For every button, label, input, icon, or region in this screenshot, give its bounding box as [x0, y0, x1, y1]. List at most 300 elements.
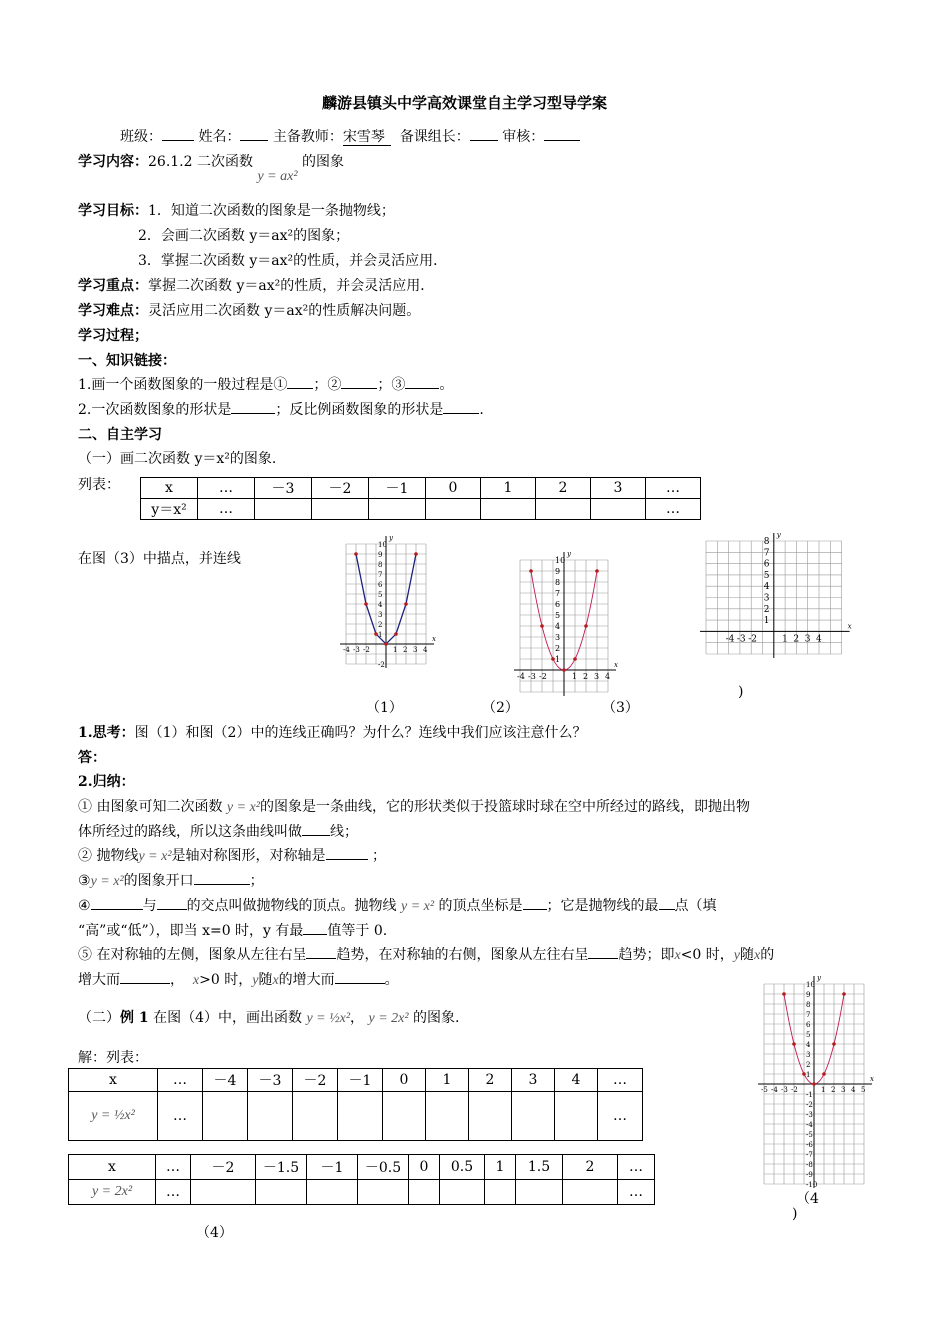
x-tick-label: 4: [605, 672, 611, 681]
teacher-name: 宋雪琴: [343, 129, 391, 146]
table-cell: y＝x²: [141, 499, 198, 520]
s5-b: 趋势，在对称轴的右侧，图象从左往右呈: [336, 947, 589, 963]
q2-text-c: .: [479, 402, 484, 418]
data-point: [595, 569, 599, 573]
table-cell[interactable]: [485, 1180, 516, 1205]
summary-line-3: [78, 870, 264, 890]
s5-f: 的: [760, 947, 775, 963]
content-suffix: 的图象: [301, 154, 344, 170]
y-tick-label: 9: [555, 567, 561, 576]
table-cell: －1: [369, 478, 426, 499]
data-point: [540, 624, 544, 628]
name-blank[interactable]: [240, 128, 268, 141]
y-tick-label: 4: [763, 582, 770, 593]
section2-sub1: （一）画二次函数 y＝x²的图象.: [78, 451, 277, 467]
s5-blank-2[interactable]: [588, 946, 618, 959]
x-tick-label: -3: [353, 646, 360, 654]
x-tick-label: 3: [804, 634, 811, 645]
q1-text-c: ；③: [377, 377, 406, 393]
table-cell[interactable]: [555, 1092, 598, 1141]
table-3-row: [69, 1180, 655, 1205]
s1-a: ① 由图象可知二次函数: [78, 799, 223, 815]
q2-text-b: ；反比例函数图象的形状是: [275, 402, 444, 418]
y-tick-label: 6: [378, 581, 383, 589]
data-point: [551, 657, 555, 661]
x-tick-label: 4: [816, 634, 822, 645]
x-tick-label: -3: [781, 1086, 788, 1094]
x-tick-label: 2: [793, 634, 800, 645]
keypoint-line: [78, 275, 434, 295]
s1-blank[interactable]: [302, 823, 330, 836]
review-blank[interactable]: [544, 128, 580, 141]
table-cell: …: [198, 499, 255, 520]
class-blank[interactable]: [162, 128, 194, 141]
y-tick-label: 3: [378, 611, 383, 619]
table-cell[interactable]: [307, 1180, 358, 1205]
x-tick-label: -4: [343, 646, 350, 654]
table-cell: …: [618, 1180, 655, 1205]
table-cell: 0: [383, 1069, 426, 1092]
data-point: [822, 1072, 826, 1076]
x-tick-label: -2: [363, 646, 370, 654]
caption-3-close: ): [738, 684, 744, 700]
s3-blank[interactable]: [194, 872, 250, 885]
table-cell: x: [141, 478, 198, 499]
table-cell: …: [598, 1069, 643, 1092]
class-label: 班级：: [120, 129, 162, 145]
table-cell: …: [158, 1069, 203, 1092]
difficulty-label: 学习难点：: [78, 303, 148, 319]
y-axis-label: y: [817, 974, 821, 982]
graph-2: [512, 552, 616, 700]
table-cell[interactable]: [481, 499, 536, 520]
y-tick-label: 3: [555, 633, 561, 642]
caption-4: （4）: [196, 1225, 233, 1241]
example-line: [78, 1007, 459, 1027]
s6-e: 的增大而: [278, 972, 335, 988]
q1-blank-3[interactable]: [405, 376, 439, 389]
table-cell[interactable]: [191, 1180, 256, 1205]
y-tick-label: 5: [806, 1031, 811, 1039]
table-cell: 4: [555, 1069, 598, 1092]
data-point: [384, 642, 388, 646]
table-cell[interactable]: [383, 1092, 426, 1141]
goal-item-3: 3．掌握二次函数 y＝ax²的性质，并会灵活应用．: [138, 253, 448, 269]
table-cell: 2: [536, 478, 591, 499]
s3-a: ③: [78, 873, 91, 889]
y-tick-label: 3: [763, 593, 770, 604]
y-tick-label: 1: [763, 616, 770, 627]
s4-blank-5[interactable]: [303, 922, 327, 935]
y-axis-label: y: [776, 531, 781, 539]
solution-label: 解：列表：: [78, 1050, 148, 1066]
section1-q1: [78, 374, 453, 394]
table-cell[interactable]: [369, 499, 426, 520]
table-cell[interactable]: [409, 1180, 440, 1205]
y-tick-label: 8: [806, 1001, 811, 1009]
x-tick-label: 1: [782, 634, 788, 645]
s4-d: 的顶点坐标是: [438, 898, 523, 914]
s4-c: 的交点叫做抛物线的顶点。抛物线: [186, 898, 397, 914]
x-tick-label: -2: [791, 1086, 798, 1094]
content-formula: y = ax²: [257, 169, 298, 184]
table-cell[interactable]: [312, 499, 369, 520]
table-1: [140, 477, 701, 520]
table-3-header: [69, 1155, 655, 1180]
graph-3: [700, 531, 852, 660]
table-cell: x: [69, 1069, 158, 1092]
y-tick-label: -1: [806, 1091, 813, 1099]
ex-b: 在图（4）中，画出函数: [153, 1010, 302, 1026]
data-point: [354, 552, 358, 556]
table-cell: 0.5: [440, 1155, 485, 1180]
q1-text-b: ；②: [313, 377, 342, 393]
y-tick-label: 9: [378, 551, 383, 559]
caption-4-side: （4: [796, 1191, 819, 1207]
think-label: 1.思考：: [78, 725, 135, 741]
table-cell[interactable]: [591, 499, 646, 520]
var-x: x: [674, 948, 681, 963]
example-label: 例 1: [120, 1010, 149, 1026]
s2-blank[interactable]: [326, 847, 368, 860]
y-tick-label: 6: [806, 1021, 811, 1029]
y-tick-label: 8: [378, 561, 383, 569]
table-2-row: [69, 1092, 643, 1141]
q1-text-d: 。: [439, 377, 454, 393]
x-tick-label: 1: [821, 1086, 826, 1094]
ex-c: ，: [350, 1010, 365, 1026]
s5-d: <0 时，: [680, 947, 734, 963]
summary-line-5: [78, 944, 774, 964]
s6-blank-1[interactable]: [120, 971, 170, 984]
summary-label: 2.归纳：: [78, 774, 135, 790]
table-cell: …: [618, 1155, 655, 1180]
table-cell: －0.5: [358, 1155, 409, 1180]
x-tick-label: -2: [748, 634, 757, 645]
table-cell: 2: [469, 1069, 512, 1092]
keypoint-label: 学习重点：: [78, 278, 148, 294]
y-tick-label: 6: [555, 600, 561, 609]
y-tick-label: 7: [378, 571, 383, 579]
s4-h: 值等于 0.: [327, 923, 388, 939]
y-tick-label: -2: [378, 661, 385, 669]
s5-c: 趋势；即: [618, 947, 675, 963]
s2-c: ；: [371, 848, 386, 864]
page-title: 麟游县镇头中学高效课堂自主学习型导学案: [322, 94, 608, 112]
y-tick-label: 8: [555, 578, 561, 587]
y-tick-label: -2: [806, 1101, 813, 1109]
table-cell: 1: [426, 1069, 469, 1092]
x-tick-label: 3: [594, 672, 600, 681]
table-cell[interactable]: [516, 1180, 563, 1205]
s2-a: ② 抛物线: [78, 848, 139, 864]
s1-d: 线；: [330, 824, 358, 840]
graph-1: [340, 534, 436, 670]
table-cell: …: [198, 478, 255, 499]
plot-instruction: 在图（3）中描点，并连线: [78, 551, 241, 567]
goal-item-1: 1．知道二次函数的图象是一条抛物线；: [148, 203, 395, 219]
s5-e: 随: [739, 947, 754, 963]
table-2: [68, 1068, 643, 1141]
y-tick-label: 1: [555, 655, 561, 664]
x-tick-label: 2: [583, 672, 589, 681]
data-point: [802, 1072, 806, 1076]
s6-f: 。: [384, 972, 399, 988]
x-axis-label: x: [614, 661, 618, 669]
y-tick-label: 5: [763, 570, 770, 581]
table-cell: －3: [248, 1069, 293, 1092]
s4-f: 点（填: [674, 898, 717, 914]
data-point: [364, 602, 368, 606]
q2-blank-2[interactable]: [443, 401, 479, 414]
y-tick-label: 8: [763, 537, 770, 547]
s4-b: 与: [142, 898, 157, 914]
y-tick-label: 3: [806, 1051, 811, 1059]
q2-blank-1[interactable]: [231, 401, 275, 414]
y-tick-label: 5: [555, 611, 561, 620]
y-tick-label: -7: [806, 1151, 813, 1159]
data-point: [404, 602, 408, 606]
summary-line-6: [78, 969, 399, 989]
content-line: [78, 151, 344, 184]
x-tick-label: 2: [403, 646, 408, 654]
difficulty-line: [78, 300, 420, 320]
s4-blank-2[interactable]: [157, 897, 187, 910]
leader-label: 备课组长：: [399, 129, 470, 145]
content-text: 26.1.2 二次函数: [148, 154, 253, 170]
x-tick-label: 3: [841, 1086, 846, 1094]
formula-y-x2: y = x²: [138, 849, 172, 864]
leader-blank[interactable]: [470, 128, 498, 141]
data-point: [842, 992, 846, 996]
x-tick-label: -5: [761, 1086, 768, 1094]
table-cell: …: [646, 478, 701, 499]
formula-y-x2: y = x²: [90, 874, 124, 889]
table-1-row: [141, 499, 701, 520]
table-cell[interactable]: [440, 1180, 485, 1205]
y-tick-label: 6: [763, 559, 770, 570]
summary-line-1: [78, 796, 750, 816]
s3-b: 的图象开口: [123, 873, 194, 889]
table-1-header: [141, 478, 701, 499]
table-cell[interactable]: [426, 499, 481, 520]
data-point: [394, 632, 398, 636]
formula-y-x2: y = x²: [401, 899, 435, 914]
s4-blank-4[interactable]: [659, 897, 675, 910]
x-axis-label: x: [847, 622, 852, 631]
s5-a: ⑤ 在对称轴的左侧，图象从左往右呈: [78, 947, 307, 963]
table-cell[interactable]: [203, 1092, 248, 1141]
y-tick-label: 4: [806, 1041, 811, 1049]
coordinate-grid: [340, 534, 436, 670]
teacher-label: 主备教师：: [272, 129, 343, 145]
data-point: [374, 632, 378, 636]
table-cell: －3: [255, 478, 312, 499]
table-cell: －1: [338, 1069, 383, 1092]
header-line: [120, 126, 580, 146]
section1-title: 一、知识链接：: [78, 353, 176, 369]
data-point: [529, 569, 533, 573]
y-tick-label: 9: [806, 991, 811, 999]
table-cell[interactable]: [248, 1092, 293, 1141]
x-tick-label: -2: [539, 672, 547, 681]
coordinate-grid: [512, 552, 616, 700]
y-tick-label: 7: [806, 1011, 811, 1019]
table-cell[interactable]: [512, 1092, 555, 1141]
y-tick-label: -6: [806, 1141, 813, 1149]
section2-title: 二、自主学习: [78, 427, 162, 443]
answer-label: 答：: [78, 750, 106, 766]
goal-item-2: 2．会画二次函数 y＝ax²的图象；: [138, 228, 350, 244]
s2-b: 是轴对称图形，对称轴是: [171, 848, 326, 864]
y-tick-label: 2: [806, 1061, 811, 1069]
list-label: 列表：: [78, 477, 120, 493]
table-cell[interactable]: [256, 1180, 307, 1205]
summary-line-4b: [78, 920, 387, 940]
table-cell: 0: [409, 1155, 440, 1180]
y-tick-label: 2: [378, 621, 383, 629]
s4-a: ④: [78, 898, 91, 914]
s5-blank-1[interactable]: [306, 946, 336, 959]
table-cell[interactable]: [426, 1092, 469, 1141]
y-tick-label: 2: [763, 604, 770, 615]
data-point: [414, 552, 418, 556]
y-axis-label: y: [389, 534, 393, 542]
table-cell[interactable]: [469, 1092, 512, 1141]
table-cell: x: [69, 1155, 156, 1180]
table-cell[interactable]: [293, 1092, 338, 1141]
x-tick-label: 1: [572, 672, 578, 681]
data-point: [562, 668, 566, 672]
table-cell: －4: [203, 1069, 248, 1092]
s6-blank-2[interactable]: [335, 971, 385, 984]
caption-1: （1）: [366, 700, 403, 716]
table-cell: …: [158, 1092, 203, 1141]
table-cell: 1: [481, 478, 536, 499]
x-tick-label: 2: [831, 1086, 836, 1094]
table-3: [68, 1154, 655, 1205]
data-point: [584, 624, 588, 628]
content-label: 学习内容：: [78, 154, 148, 170]
q1-blank-1[interactable]: [287, 376, 313, 389]
y-tick-label: -5: [806, 1131, 813, 1139]
var-x: x: [272, 973, 279, 988]
y-tick-label: 7: [555, 589, 561, 598]
table-cell: －1: [307, 1155, 358, 1180]
table-cell[interactable]: [536, 499, 591, 520]
ex-a: （二）: [78, 1010, 120, 1026]
graph-4: [758, 974, 874, 1190]
formula-2x2: y = 2x²: [368, 1011, 409, 1026]
coordinate-grid: [700, 531, 852, 660]
goals-line-1: [78, 200, 395, 220]
summary-line-2: [78, 845, 386, 865]
x-tick-label: 3: [413, 646, 418, 654]
x-tick-label: 1: [393, 646, 398, 654]
table-cell: －2: [312, 478, 369, 499]
s6-a: 增大而: [78, 972, 120, 988]
think-text: 图（1）和图（2）中的连线正确吗？为什么？连线中我们应该注意什么？: [134, 725, 587, 741]
var-y: y: [733, 948, 740, 963]
y-tick-label: 4: [555, 622, 561, 631]
coordinate-grid: [758, 974, 874, 1190]
caption-3: （3）: [602, 700, 639, 716]
x-axis-label: x: [870, 1075, 874, 1083]
summary-line-4: [78, 895, 717, 915]
formula-half-x2: y = ½x²: [306, 1011, 351, 1026]
y-tick-label: -9: [806, 1171, 813, 1179]
y-tick-label: 4: [378, 601, 383, 609]
s6-c: >0 时，: [199, 972, 253, 988]
keypoint-text: 掌握二次函数 y＝ax²的性质，并会灵活应用．: [148, 278, 435, 294]
table-cell[interactable]: [563, 1180, 618, 1205]
data-point: [812, 1082, 816, 1086]
data-point: [792, 1042, 796, 1046]
s4-e: ；它是抛物线的最: [546, 898, 659, 914]
x-tick-label: 5: [861, 1086, 866, 1094]
table-cell: …: [598, 1092, 643, 1141]
summary-line-1b: [78, 821, 358, 841]
s6-b: ，: [170, 972, 184, 988]
s1-c: 体所经过的路线，所以这条曲线叫做: [78, 824, 302, 840]
section1-q2: [78, 399, 484, 419]
q2-text-a: 2.一次函数图象的形状是: [78, 402, 232, 418]
q1-blank-2[interactable]: [341, 376, 377, 389]
table-cell: y = 2x²: [69, 1180, 156, 1205]
q1-text-a: 1.画一个函数图象的一般过程是①: [78, 377, 288, 393]
x-tick-label: -4: [771, 1086, 778, 1094]
caption-2: （2）: [482, 700, 519, 716]
s1-b: 的图象是一条曲线，它的形状类似于投篮球时球在空中所经过的路线，即抛出物: [259, 799, 750, 815]
y-tick-label: 10: [555, 556, 566, 565]
x-axis-label: x: [432, 635, 436, 643]
var-x: x: [192, 973, 200, 988]
table-cell: －2: [293, 1069, 338, 1092]
table-cell: y = ½x²: [69, 1092, 158, 1141]
data-point: [832, 1042, 836, 1046]
s4-blank-3[interactable]: [523, 897, 547, 910]
y-tick-label: -4: [806, 1121, 813, 1129]
formula-y-x2: y = x²: [226, 800, 260, 815]
table-cell: －2: [191, 1155, 256, 1180]
process-label: 学习过程；: [78, 328, 148, 344]
s4-blank-1[interactable]: [91, 897, 143, 910]
table-cell[interactable]: [358, 1180, 409, 1205]
think-line: [78, 722, 586, 742]
s3-c: ；: [249, 873, 264, 889]
name-label: 姓名：: [198, 129, 241, 145]
table-2-header: [69, 1069, 643, 1092]
y-tick-label: 5: [378, 591, 383, 599]
table-cell[interactable]: [338, 1092, 383, 1141]
table-cell[interactable]: [255, 499, 312, 520]
table-cell: …: [156, 1155, 191, 1180]
y-tick-label: -3: [806, 1111, 813, 1119]
x-tick-label: 4: [851, 1086, 856, 1094]
ex-d: 的图象.: [413, 1010, 460, 1026]
y-tick-label: 2: [555, 644, 561, 653]
y-tick-label: 10: [806, 981, 815, 989]
table-cell: 1.5: [516, 1155, 563, 1180]
data-point: [782, 992, 786, 996]
var-y: y: [252, 973, 259, 988]
table-cell: …: [156, 1180, 191, 1205]
data-point: [573, 657, 577, 661]
table-cell: …: [646, 499, 701, 520]
s4-g: “高”或“低”），即当 x=0 时，y 有最: [78, 923, 304, 939]
x-tick-label: -4: [517, 672, 525, 681]
table-cell: －1.5: [256, 1155, 307, 1180]
